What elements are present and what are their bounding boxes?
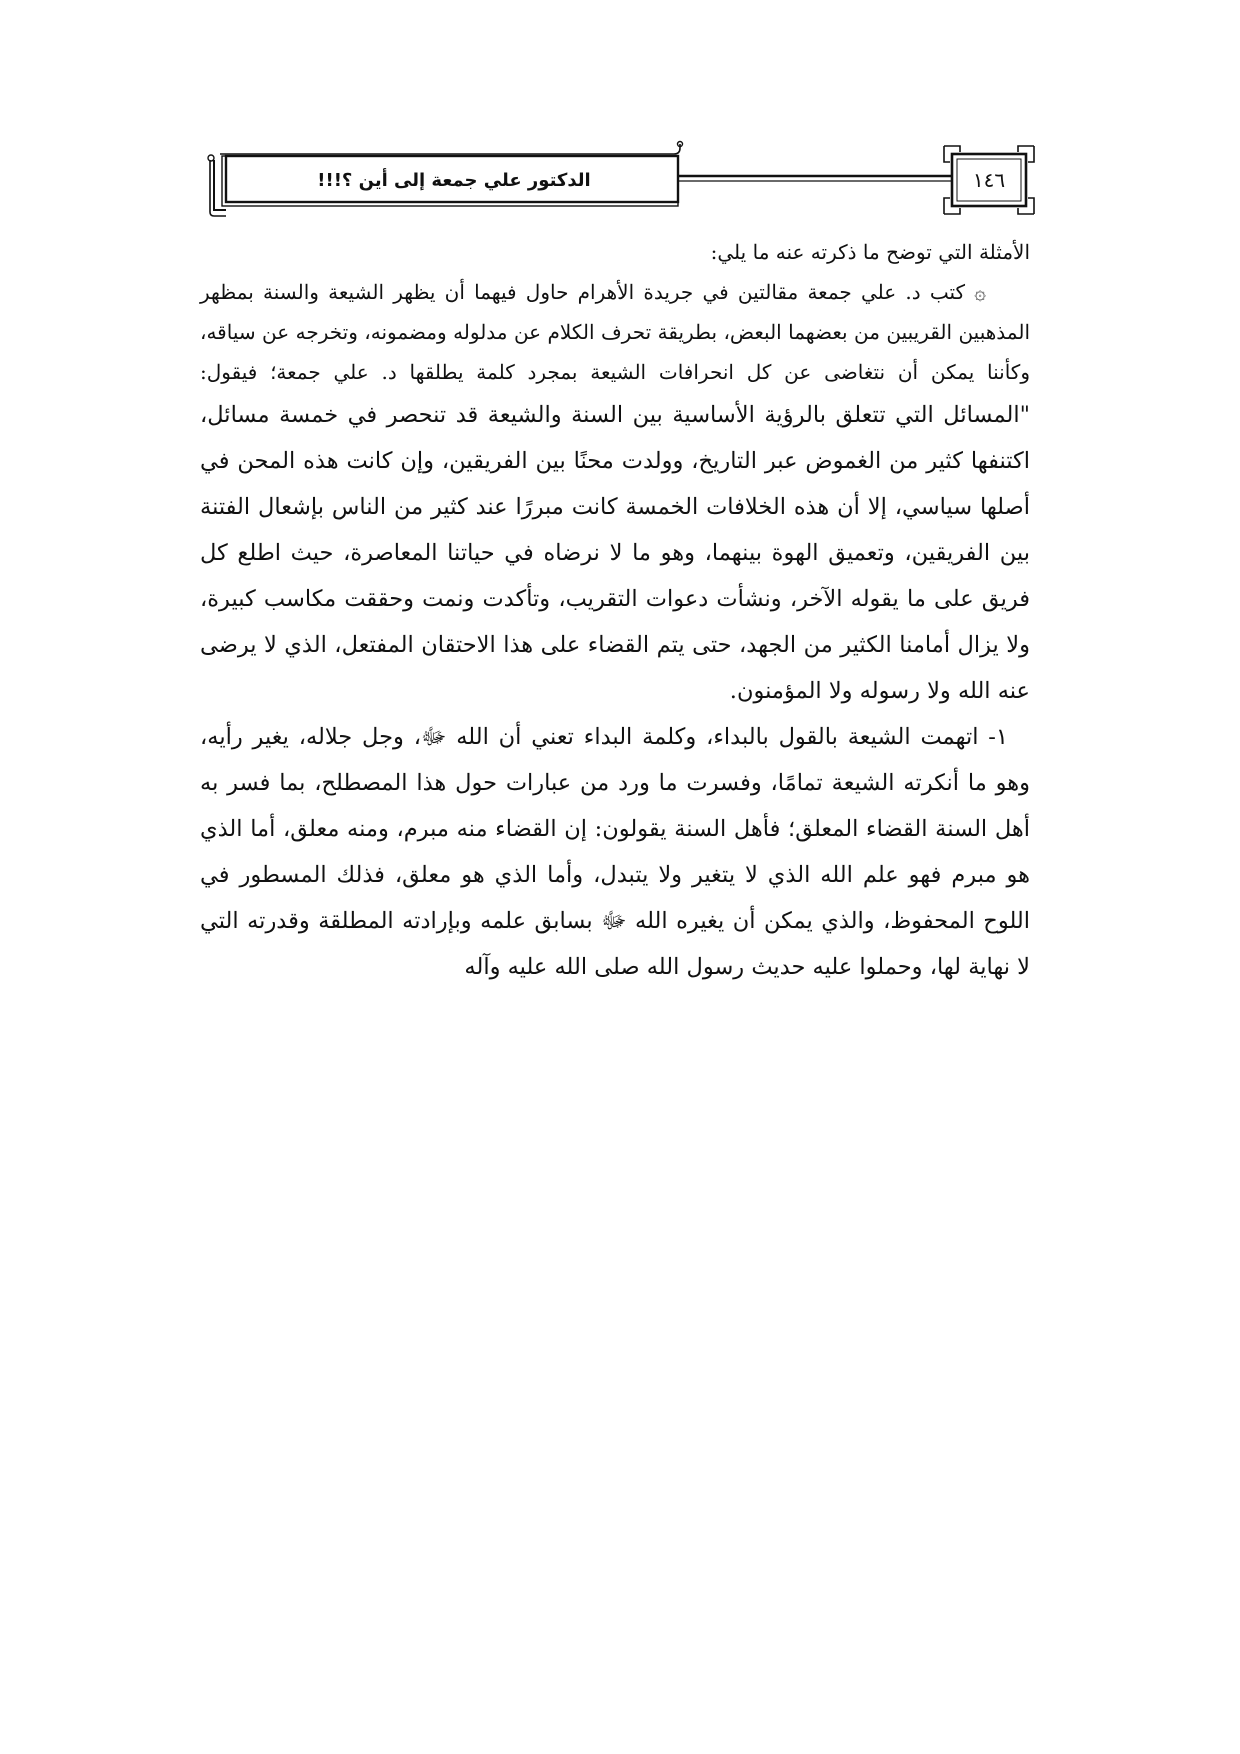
page-body xyxy=(200,232,1030,990)
page-header xyxy=(200,140,1060,220)
quoted-passage: "المسائل التي تتعلق بالرؤية الأساسية بين السنة والشيعة قد تنحصر في خمسة مسائل، اكتنفها كثير من الغموض عبر التاريخ، وولدت محنًا بين الفريقين، وإن كانت هذه المحن في أصلها سياسي، إلا أن هذه الخلافات الخمسة كانت مبررًا عند كثير من الناس بإشعال الفتنة بين الفريقين، وتعميق الهوة بينهما، وهو ما لا نرضاه في حياتنا المعاصرة، حيث اطلع كل فريق على ما يقوله الآخر، ونشأت دعوات التقريب، وتأكدت ونمت وحققت مكاسب كبيرة، ولا يزال أمامنا الكثير من الجهد، حتى يتم القضاء على هذا الاحتقان المفتعل، الذي لا يرضى عنه الله ولا رسوله ولا المؤمنون. xyxy=(200,402,1030,704)
running-title: الدكتور علي جمعة إلى أين ؟!!! xyxy=(317,169,591,191)
bullet-paragraph xyxy=(200,272,1030,714)
ornament-bullet-icon: ۞ xyxy=(974,280,987,304)
intro-paragraph: الأمثلة التي توضح ما ذكرته عنه ما يلي: xyxy=(710,240,1030,264)
numbered-item-1: ١- اتهمت الشيعة بالقول بالبداء، وكلمة البداء تعني أن الله ﷻ، وجل جلاله، يغير رأيه، وهو ما أنكرته الشيعة تمامًا، وفسرت ما ورد من عبارات حول هذا المصطلح، بما فسر به أهل السنة القضاء المعلق؛ فأهل السنة يقولون: إن القضاء منه مبرم، ومنه معلق، أما الذي هو مبرم فهو علم الله الذي لا يتغير ولا يتبدل، وأما الذي هو معلق، فذلك المسطور في اللوح المحفوظ، والذي يمكن أن يغيره الله ﷻ بسابق علمه وبإرادته المطلقة وقدرته التي لا نهاية لها، وحملوا عليه حديث رسول الله صلى الله عليه وآله xyxy=(200,724,1030,980)
bullet-paragraph-text: كتب د. علي جمعة مقالتين في جريدة الأهرام حاول فيهما أن يظهر الشيعة والسنة بمظهر المذهبين القريبين من بعضهما البعض، بطريقة تحرف الكلام عن مدلوله ومضمونه، وتخرجه عن سياقه، وكأننا يمكن أن نتغاضى عن كل انحرافات الشيعة بمجرد كلمة يطلقها د. علي جمعة؛ فيقول: xyxy=(200,280,1030,384)
page-number: ١٤٦ xyxy=(972,168,1006,192)
